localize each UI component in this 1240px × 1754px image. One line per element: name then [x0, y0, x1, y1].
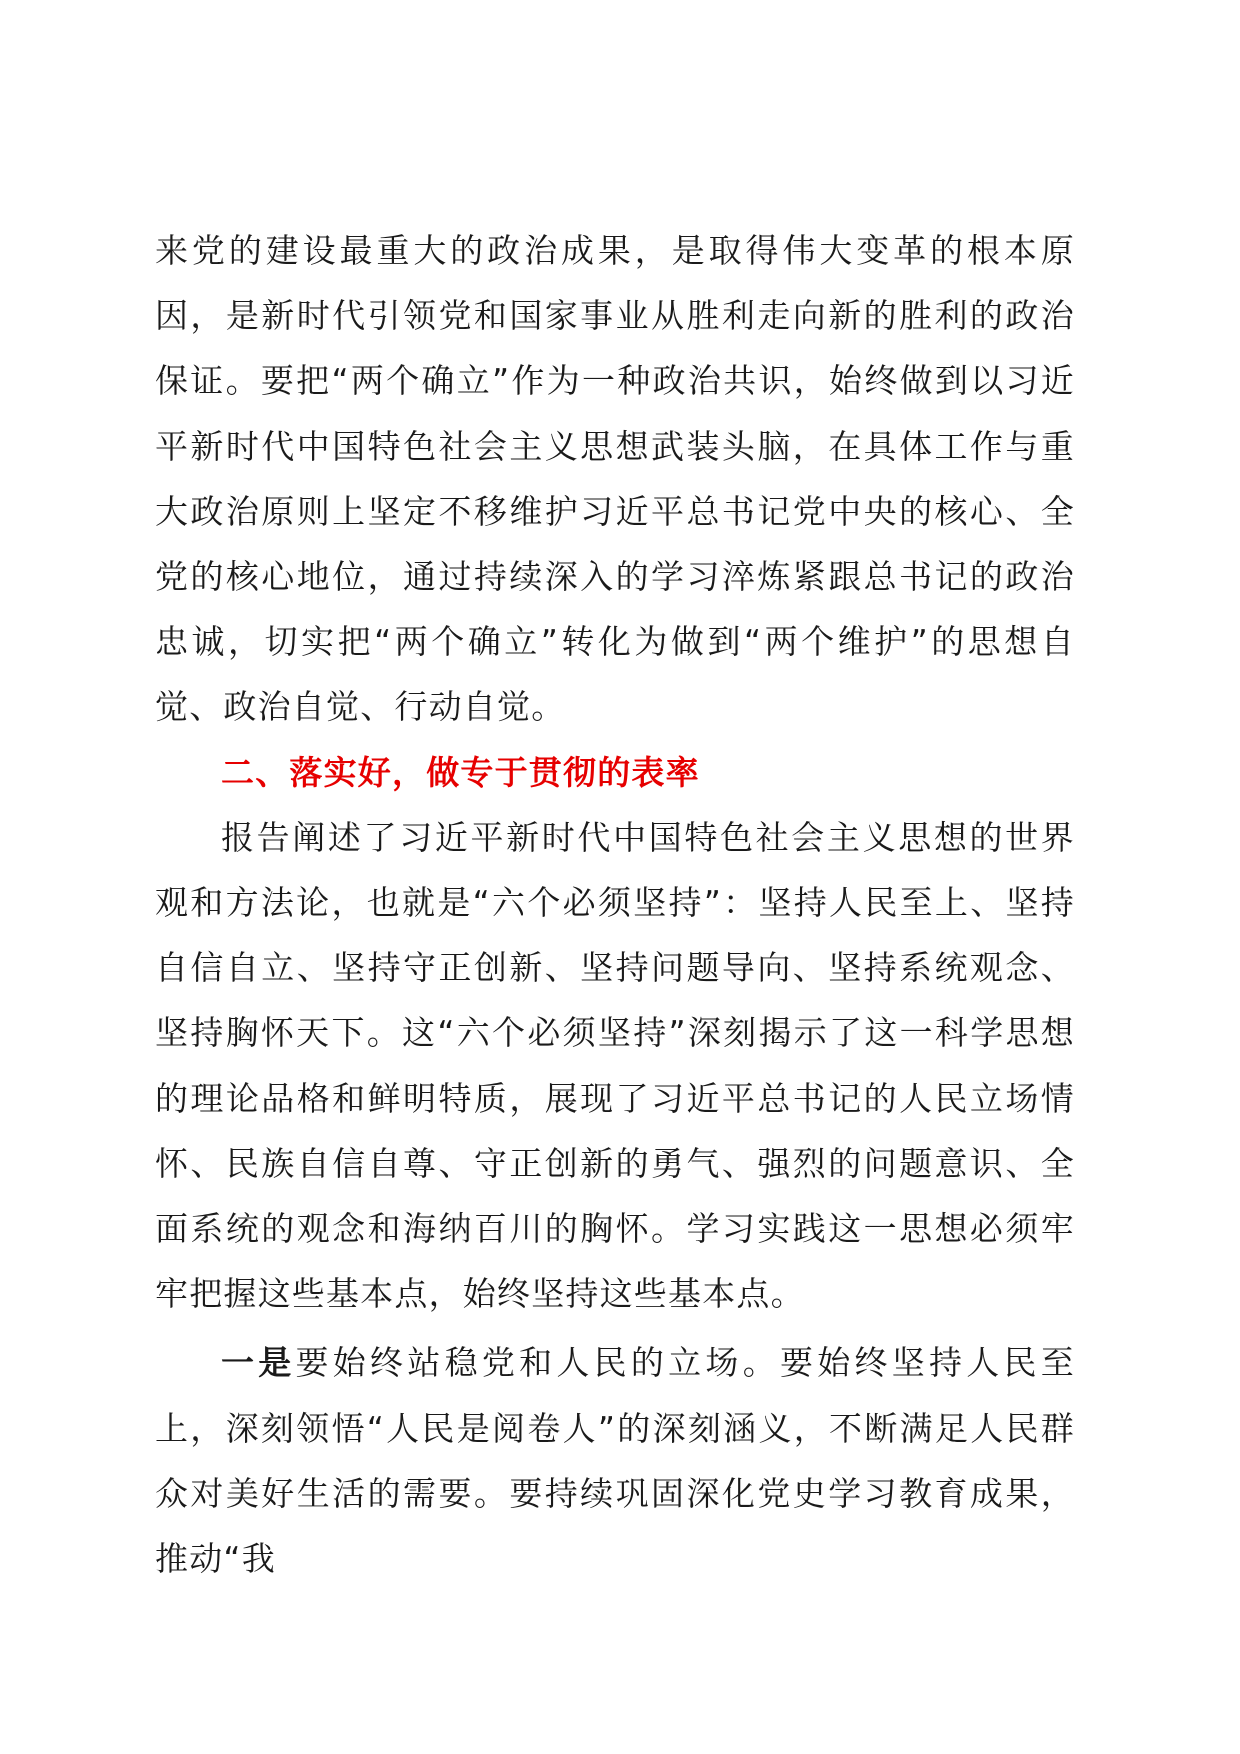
document-body	[155, 218, 1075, 1591]
body-paragraph-continuation: 来党的建设最重大的政治成果，是取得伟大变革的根本原因，是新时代引领党和国家事业从胜利走向新的胜利的政治保证。要把“两个确立”作为一种政治共识，始终做到以习近平新时代中国特色社会主义思想武装头脑，在具体工作与重大政治原则上坚定不移维护习近平总书记党中央的核心、全党的核心地位，通过持续深入的学习淬炼紧跟总书记的政治忠诚，切实把“两个确立”转化为做到“两个维护”的思想自觉、政治自觉、行动自觉。	[155, 231, 1075, 727]
body-paragraph-six-musts: 报告阐述了习近平新时代中国特色社会主义思想的世界观和方法论，也就是“六个必须坚持”：坚持人民至上、坚持自信自立、坚持守正创新、坚持问题导向、坚持系统观念、坚持胸怀天下。这“六个必须坚持”深刻揭示了这一科学思想的理论品格和鲜明特质，展现了习近平总书记的人民立场情怀、民族自信自尊、守正创新的勇气、强烈的问题意识、全面系统的观念和海纳百川的胸怀。学习实践这一思想必须牢牢把握这些基本点，始终坚持这些基本点。	[155, 817, 1075, 1314]
section-heading: 二、落实好，做专于贯彻的表率	[221, 752, 700, 792]
body-paragraph-point-one	[155, 1330, 1075, 1591]
point-body-text: 要始终站稳党和人民的立场。要始终坚持人民至上，深刻领悟“人民是阅卷人”的深刻涵义，不断满足人民群众对美好生活的需要。要持续巩固深化党史学习教育成果，推动“我	[155, 1343, 1075, 1579]
point-lead-label: 一是	[221, 1343, 296, 1383]
